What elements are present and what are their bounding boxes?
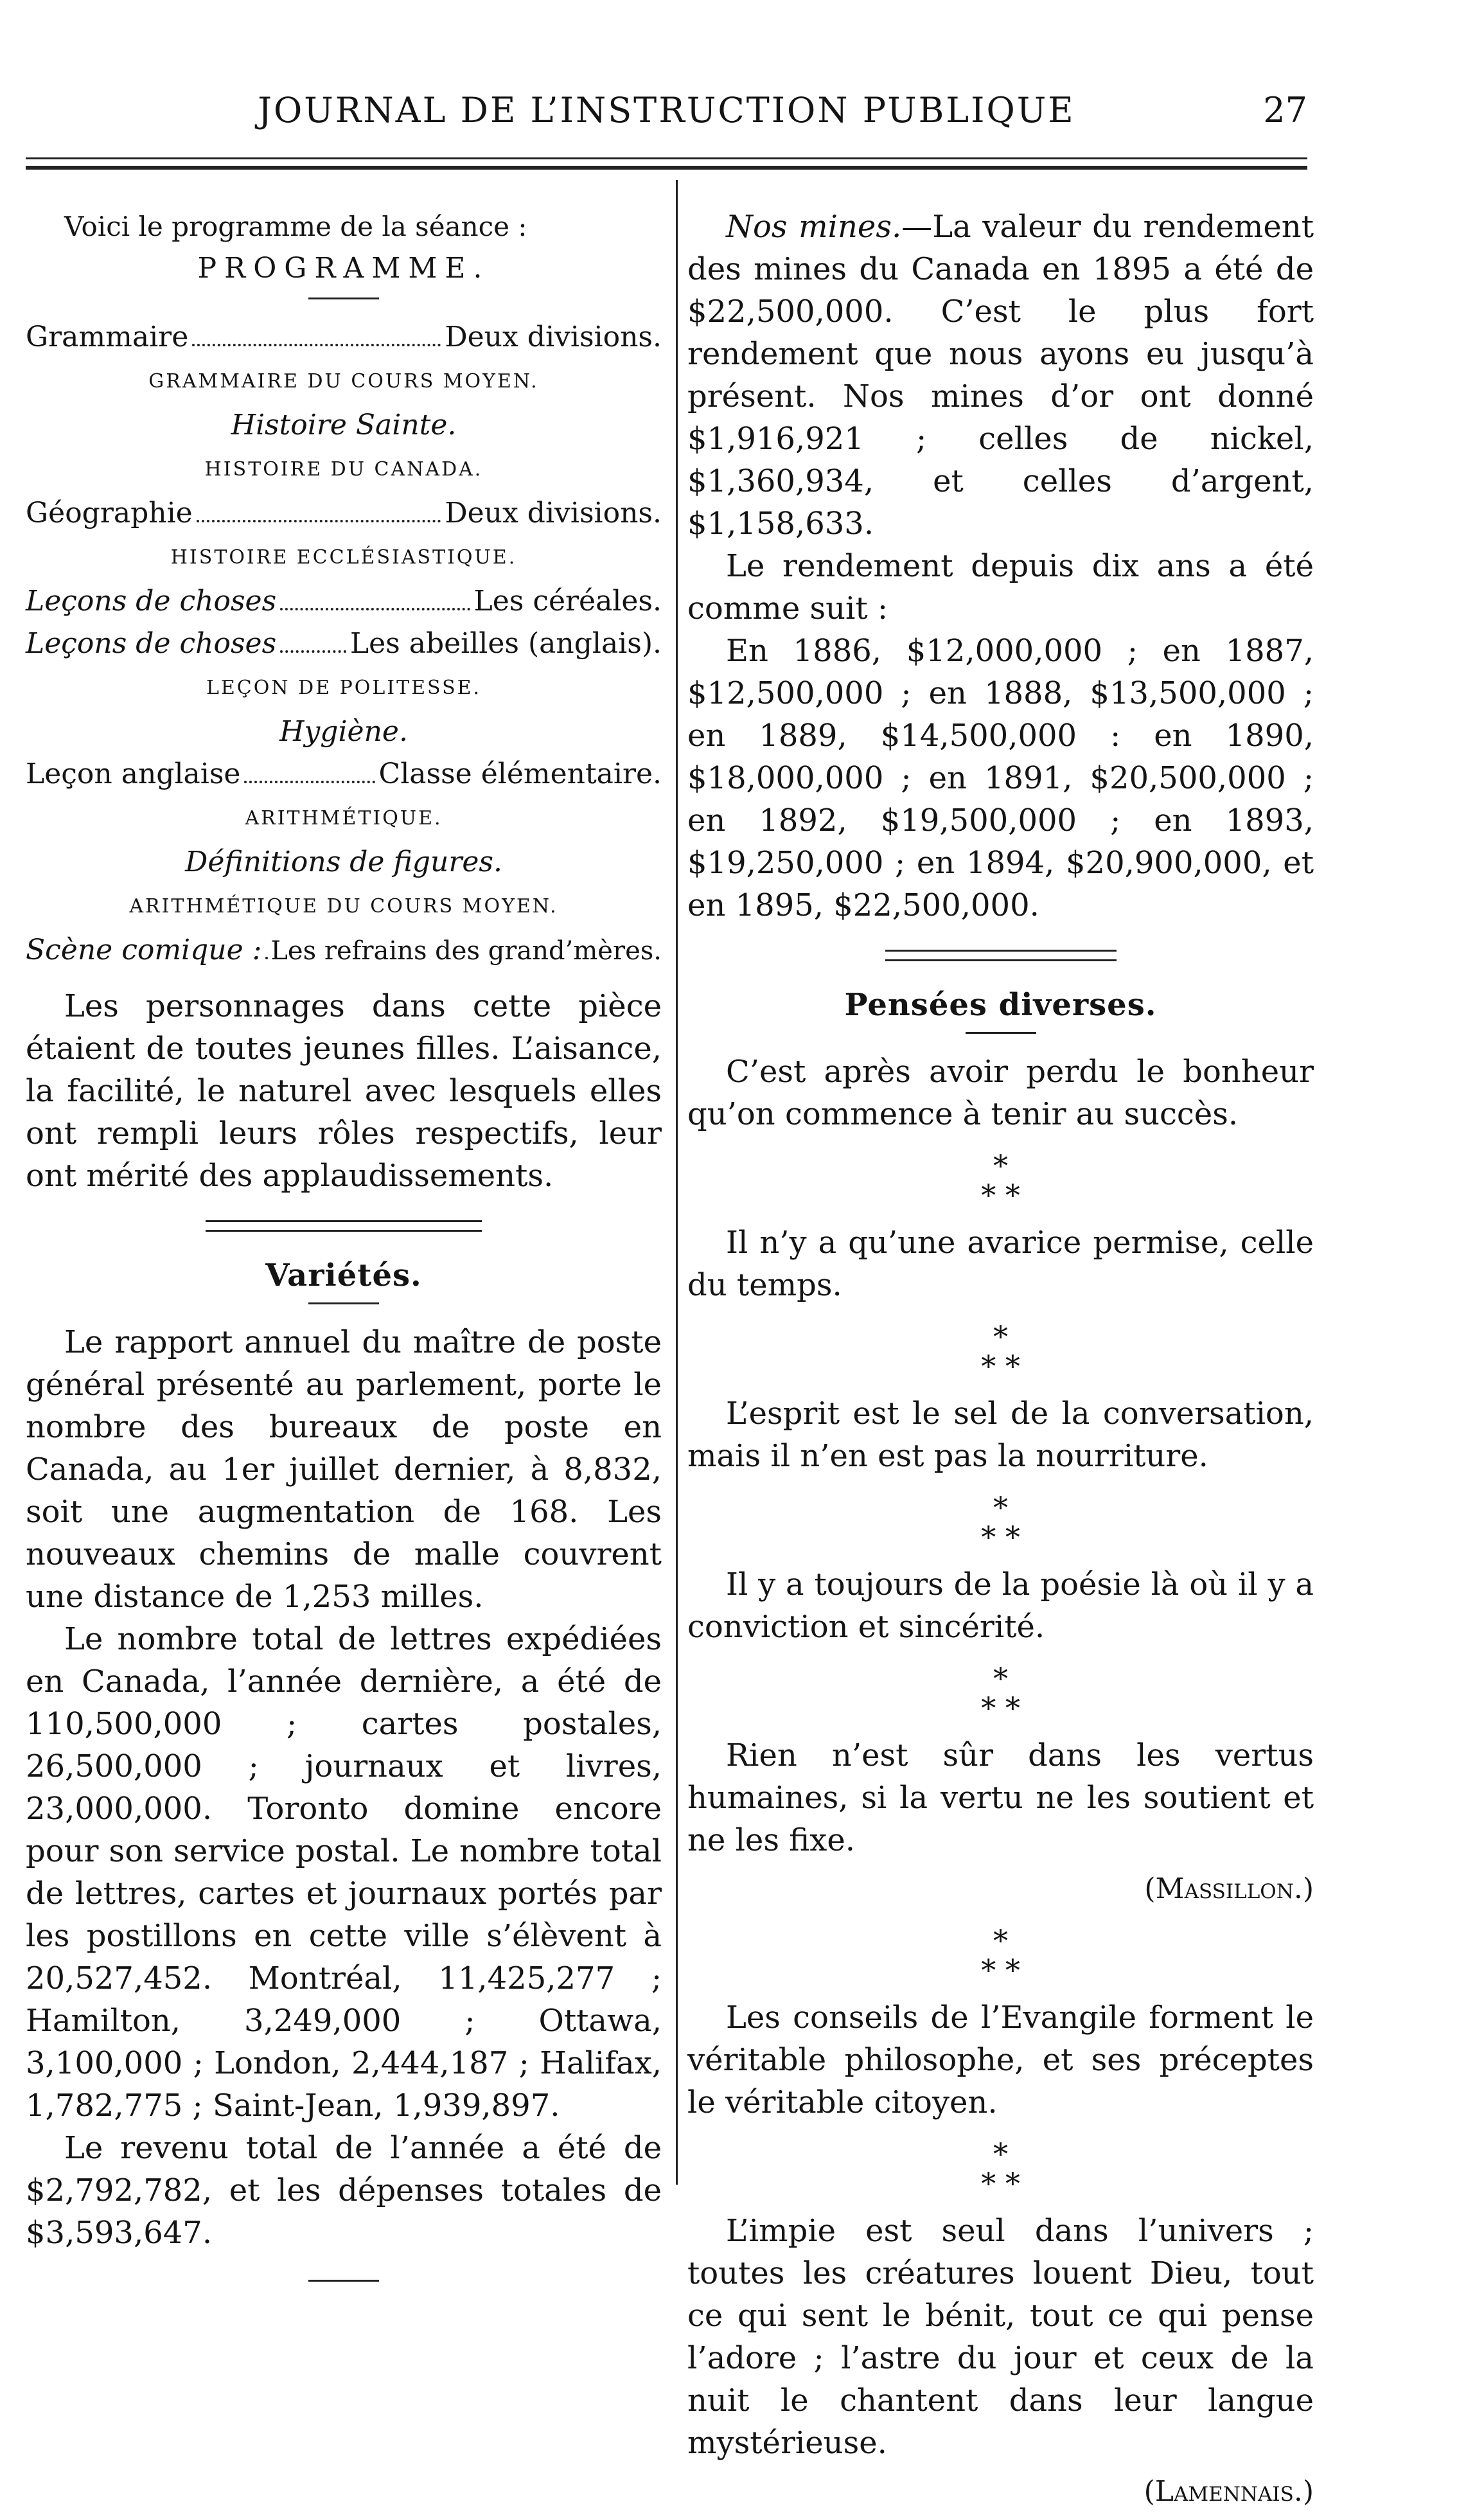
- programme-caption: GRAMMAIRE DU COURS MOYEN.: [148, 370, 539, 393]
- pensee: L’esprit est le sel de la conversation, mais il n’en est pas la nourriture.: [687, 1396, 1314, 1474]
- paragraph: Le revenu total de l’année a été de $2,792,782, et les dépenses totales de $3,593,647.: [26, 2130, 662, 2251]
- paragraph: Le rapport annuel du maître de poste général présenté au parlement, porte le nombre des bureaux de poste en Canada, au 1er juillet dernier, à 8,832, soit une augmentation de 168. Les nouveaux chemins de malle couvrent une distance de 1,253 milles.: [26, 1324, 662, 1615]
- asterism: [687, 2136, 1314, 2201]
- programme-caption: ARITHMÉTIQUE.: [245, 807, 443, 830]
- author-attribution: [687, 2471, 1314, 2513]
- star: *: [993, 2136, 1008, 2171]
- star: *: [981, 1349, 996, 1383]
- paragraph: Les personnages dans cette pièce étaient de toutes jeunes filles. L’aisance, la facilité, le naturel avec lesquels elles ont rempli leurs rôles respectifs, leur ont mérité des applaudissements.: [26, 988, 662, 1194]
- paragraph: Le rendement depuis dix ans a été comme suit :: [687, 548, 1314, 626]
- star: *: [993, 1490, 1008, 1525]
- programme-entry: [26, 492, 662, 535]
- programme-italic-line: Définitions de figures.: [185, 846, 502, 878]
- pensee: L’impie est seul dans l’univers ; toutes les créatures louent Dieu, tout ce qui sent le bénit, tout ce qui pense l’adore ; l’astre du jour et ceux de la nuit le chantent dans leur langue mystérieuse.: [687, 2213, 1314, 2461]
- asterism: [687, 1319, 1314, 1383]
- entry-detail: Classe élémentaire.: [378, 758, 662, 790]
- star: *: [1005, 1520, 1020, 1554]
- star: *: [981, 1520, 996, 1554]
- running-header: [26, 90, 1307, 148]
- double-rule: [206, 1220, 482, 1232]
- star: *: [1005, 1349, 1020, 1383]
- page-number: 27: [1263, 90, 1307, 130]
- asterism: [687, 1490, 1314, 1554]
- programme-entry: [26, 316, 662, 359]
- column-divider: [676, 180, 678, 2185]
- short-rule: [308, 1302, 379, 1304]
- programme-intro: Voici le programme de la séance :: [64, 211, 527, 242]
- paragraph: Le nombre total de lettres expédiées en Canada, l’année dernière, a été de 110,500,000 ; cartes postales, 26,500,000 ; journaux et livres, 23,000,000. Toronto domine encore pour son service postal. Le nombre total de lettres, cartes et journaux portés par les postillons en cette ville s’élèvent à 20,527,452. Montréal, 11,425,277 ; Hamilton, 3,249,000 ; Ottawa, 3,100,000 ; London, 2,444,187 ; Halifax, 1,782,775 ; Saint-Jean, 1,939,897.: [26, 1621, 662, 2124]
- star: *: [1005, 1691, 1020, 1725]
- mines-text: —La valeur du rendement des mines du Canada en 1895 a été de $22,500,000. C’est le plus fort rendement que nous ayons eu jusqu’à présent. Nos mines d’or ont donné $1,916,921 ; celles de nickel, $1,360,934, et celles d’argent, $1,158,633.: [687, 209, 1314, 542]
- star: *: [993, 1923, 1008, 1958]
- asterism: [687, 1661, 1314, 1725]
- programme-caption: HISTOIRE ECCLÉSIASTIQUE.: [170, 546, 517, 569]
- short-rule: [966, 1032, 1036, 1034]
- double-rule: [885, 950, 1117, 961]
- paragraph: En 1886, $12,000,000 ; en 1887, $12,500,000 ; en 1888, $13,500,000 ; en 1889, $14,500,000 : en 1890, $18,000,000 ; en 1891, $20,500,000 ; en 1892, $19,500,000 ; en 1893, $19,250,000 ; en 1894, $20,900,000, et en 1895, $22,500,000.: [687, 633, 1314, 923]
- leader-dots: [265, 957, 267, 959]
- asterism: [687, 1148, 1314, 1212]
- leader-dots: [197, 520, 441, 522]
- author-name: (Massillon.): [1144, 1872, 1314, 1905]
- pensee: Il y a toujours de la poésie là où il y a conviction et sincérité.: [687, 1567, 1314, 1645]
- star: *: [993, 1148, 1008, 1183]
- entry-detail: Les abeilles (anglais).: [349, 627, 662, 660]
- entry-subject: Géographie: [26, 497, 193, 529]
- author-attribution: [687, 1868, 1314, 1910]
- programme-italic-line: Histoire Sainte.: [231, 409, 457, 441]
- star: *: [1005, 1953, 1020, 1987]
- star: *: [993, 1319, 1008, 1354]
- mines-lead: Nos mines.: [726, 209, 902, 245]
- entry-subject: Leçons de choses: [26, 585, 277, 617]
- header-rule-thick: [26, 166, 1307, 170]
- entry-subject: Scène comique :: [26, 934, 262, 966]
- pensee: Il n’y a qu’une avarice permise, celle du temps.: [687, 1225, 1314, 1303]
- programme-caption: HISTOIRE DU CANADA.: [204, 458, 483, 481]
- leader-dots: [244, 781, 375, 783]
- leader-dots: [192, 344, 441, 346]
- header-rule-thin: [26, 157, 1307, 159]
- paragraph: [687, 206, 1314, 545]
- star: *: [981, 1178, 996, 1212]
- star: *: [1005, 2166, 1020, 2201]
- star: *: [981, 1691, 996, 1725]
- entry-detail: Les refrains des grand’mères.: [270, 936, 662, 966]
- pensee: Rien n’est sûr dans les vertus humaines, si la vertu ne les soutient et ne les fixe.: [687, 1737, 1314, 1858]
- star: *: [993, 1661, 1008, 1696]
- pensee: C’est après avoir perdu le bonheur qu’on commence à tenir au succès.: [687, 1054, 1314, 1132]
- leader-dots: [280, 650, 346, 653]
- programme-caption: ARITHMÉTIQUE DU COURS MOYEN.: [129, 895, 558, 918]
- programme-entry: [26, 580, 662, 623]
- star: *: [981, 2166, 996, 2201]
- spacer: [26, 972, 662, 985]
- entry-subject: Grammaire: [26, 321, 189, 353]
- entry-detail: Deux divisions.: [445, 321, 662, 353]
- programme-title: PROGRAMME.: [197, 252, 490, 285]
- entry-subject: Leçons de choses: [26, 627, 277, 660]
- leader-dots: [280, 608, 470, 610]
- star: *: [981, 1953, 996, 1987]
- right-column: [687, 206, 1314, 2513]
- programme-caption: LEÇON DE POLITESSE.: [206, 677, 482, 699]
- entry-detail: Deux divisions.: [445, 497, 662, 529]
- short-rule: [308, 2280, 379, 2282]
- left-column: [26, 206, 662, 2298]
- pensee: Les conseils de l’Evangile forment le véritable philosophe, et ses préceptes le véritable citoyen.: [687, 2000, 1314, 2120]
- short-rule: [308, 297, 379, 299]
- entry-detail: Les céréales.: [473, 585, 662, 617]
- programme-entry: [26, 753, 662, 795]
- star: *: [1005, 1178, 1020, 1212]
- programme-italic-line: Hygiène.: [279, 715, 408, 748]
- programme-entry: [26, 623, 662, 665]
- asterism: [687, 1923, 1314, 1987]
- section-heading-pensees: Pensées diverses.: [844, 987, 1157, 1023]
- programme-entry: [26, 929, 662, 972]
- journal-title: JOURNAL DE L’INSTRUCTION PUBLIQUE: [258, 90, 1075, 130]
- author-name: (Lamennais.): [1144, 2475, 1314, 2508]
- section-heading-varietes: Variétés.: [265, 1257, 422, 1293]
- entry-subject: Leçon anglaise: [26, 758, 241, 790]
